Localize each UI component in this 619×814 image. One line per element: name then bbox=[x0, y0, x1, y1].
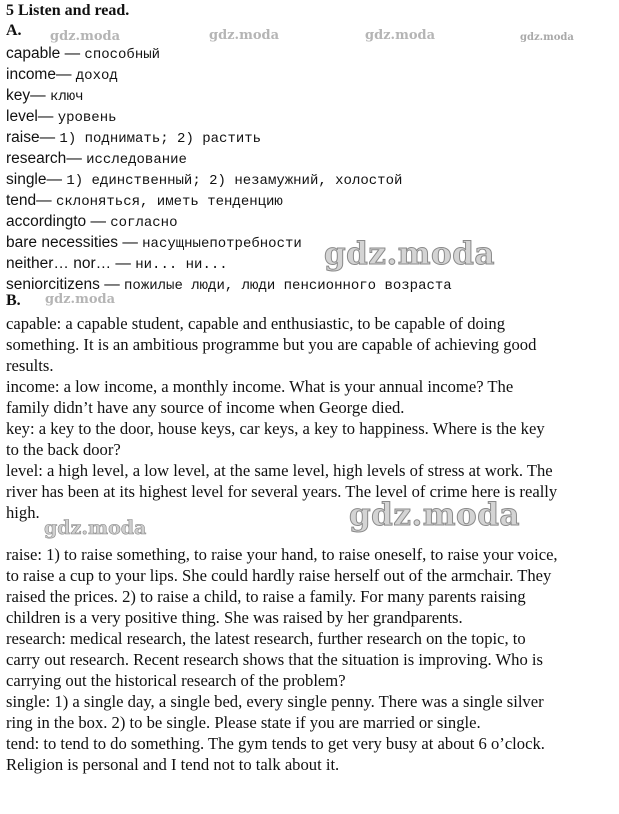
vocab-entry bbox=[6, 127, 606, 148]
vocab-entry bbox=[6, 274, 606, 295]
vocab-entry bbox=[6, 43, 606, 64]
examples-text bbox=[6, 313, 614, 775]
vocab-entry bbox=[6, 148, 606, 169]
example-line: Religion is personal and I tend not to talk about it. bbox=[6, 755, 340, 774]
vocab-word: income bbox=[6, 66, 56, 83]
example-line: tend: to tend to do something. The gym tends to get very busy at about 6 o’clock. bbox=[6, 734, 545, 753]
example-line: raise: 1) to raise something, to raise your hand, to raise oneself, to raise your voice, bbox=[6, 545, 558, 564]
section-b-label: B. bbox=[6, 292, 21, 309]
vocab-word: capable bbox=[6, 45, 61, 62]
vocab-separator: — bbox=[46, 171, 67, 188]
vocab-separator: — bbox=[111, 255, 136, 272]
example-line: results. bbox=[6, 356, 54, 375]
example-line: to raise a cup to your lips. She could hardly raise herself out of the armchair. They bbox=[6, 566, 552, 585]
exercise-title: 5 Listen and read. bbox=[6, 2, 130, 19]
example-line: carry out research. Recent research shows that the situation is improving. Who is bbox=[6, 650, 543, 669]
example-line: raised the prices. 2) to raise a child, to raise a family. For many parents raising bbox=[6, 587, 526, 606]
vocab-entry bbox=[6, 85, 606, 106]
example-line: level: a high level, a low level, at the same level, high levels of stress at work. The bbox=[6, 461, 553, 480]
vocab-translation: 1) единственный; 2) незамужний, холостой bbox=[66, 173, 403, 189]
vocab-word: key bbox=[6, 87, 31, 104]
vocab-translation: согласно bbox=[110, 215, 178, 231]
example-line: ring in the box. 2) to be single. Please state if you are married or single. bbox=[6, 713, 481, 732]
section-a-label: A. bbox=[6, 22, 22, 39]
example-line: capable: a capable student, capable and enthusiastic, to be capable of doing bbox=[6, 314, 505, 333]
example-line: key: a key to the door, house keys, car keys, a key to happiness. Where is the key bbox=[6, 419, 545, 438]
vocab-entry bbox=[6, 232, 606, 253]
watermark: gdz.moda bbox=[50, 29, 121, 44]
vocab-word: tend bbox=[6, 192, 37, 209]
watermark: gdz.moda bbox=[349, 497, 520, 533]
vocab-separator: — bbox=[37, 108, 58, 125]
example-line: river has been at its highest level for several years. The level of crime here is really bbox=[6, 482, 558, 501]
vocab-word: research bbox=[6, 150, 67, 167]
vocab-translation: ключ bbox=[49, 89, 84, 105]
vocab-word: level bbox=[6, 108, 38, 125]
vocab-translation: пожилые люди, люди пенсионного возраста bbox=[124, 278, 452, 294]
vocab-separator: — bbox=[36, 192, 56, 209]
example-line: children is a very positive thing. She was raised by her grandparents. bbox=[6, 608, 463, 627]
example-line: carrying out the historical research of the problem? bbox=[6, 671, 346, 690]
watermark: gdz.moda bbox=[324, 236, 495, 272]
example-line: high. bbox=[6, 503, 40, 522]
example-gap bbox=[6, 523, 614, 544]
vocab-entry bbox=[6, 64, 606, 85]
vocab-separator: — bbox=[66, 150, 87, 167]
vocab-entry bbox=[6, 169, 606, 190]
watermark: gdz.moda bbox=[44, 517, 147, 539]
vocab-entry bbox=[6, 253, 606, 274]
vocab-separator: — bbox=[55, 66, 76, 83]
vocab-separator: — bbox=[60, 45, 85, 62]
example-line: family didn’t have any source of income when George died. bbox=[6, 398, 405, 417]
vocab-word: raise bbox=[6, 129, 40, 146]
example-line: to the back door? bbox=[6, 440, 121, 459]
vocab-translation: уровень bbox=[57, 110, 117, 126]
vocab-translation: 1) поднимать; 2) растить bbox=[59, 131, 262, 147]
vocab-translation: насущныепотребности bbox=[142, 236, 302, 252]
vocabulary-list bbox=[6, 43, 606, 295]
watermark: gdz.moda bbox=[209, 28, 280, 43]
example-line: something. It is an ambitious programme but you are capable of achieving good bbox=[6, 335, 537, 354]
vocab-separator: — bbox=[99, 276, 125, 293]
vocab-translation: способный bbox=[84, 47, 161, 63]
vocab-entry bbox=[6, 106, 606, 127]
vocab-word: seniorcitizens bbox=[6, 276, 100, 293]
vocab-translation: исследование bbox=[86, 152, 187, 168]
vocab-entry bbox=[6, 211, 606, 232]
vocab-separator: — bbox=[86, 213, 111, 230]
vocab-word: bare necessities bbox=[6, 234, 119, 251]
vocab-word: neither… nor… bbox=[6, 255, 112, 272]
vocab-word: accordingto bbox=[6, 213, 87, 230]
vocab-separator: — bbox=[30, 87, 50, 104]
vocab-entry bbox=[6, 190, 606, 211]
vocab-separator: — bbox=[118, 234, 143, 251]
watermark: gdz.moda bbox=[520, 32, 574, 43]
example-line: single: 1) a single day, a single bed, every single penny. There was a single silver bbox=[6, 692, 544, 711]
vocab-translation: доход bbox=[75, 68, 118, 84]
example-line: research: medical research, the latest research, further research on the topic, to bbox=[6, 629, 526, 648]
vocab-translation: склоняться, иметь тенденцию bbox=[55, 194, 283, 210]
watermark: gdz.moda bbox=[45, 292, 116, 307]
watermark: gdz.moda bbox=[365, 28, 436, 43]
vocab-word: single bbox=[6, 171, 47, 188]
vocab-separator: — bbox=[39, 129, 60, 146]
vocab-translation: ни... ни... bbox=[135, 257, 228, 273]
example-line: income: a low income, a monthly income. What is your annual income? The bbox=[6, 377, 514, 396]
